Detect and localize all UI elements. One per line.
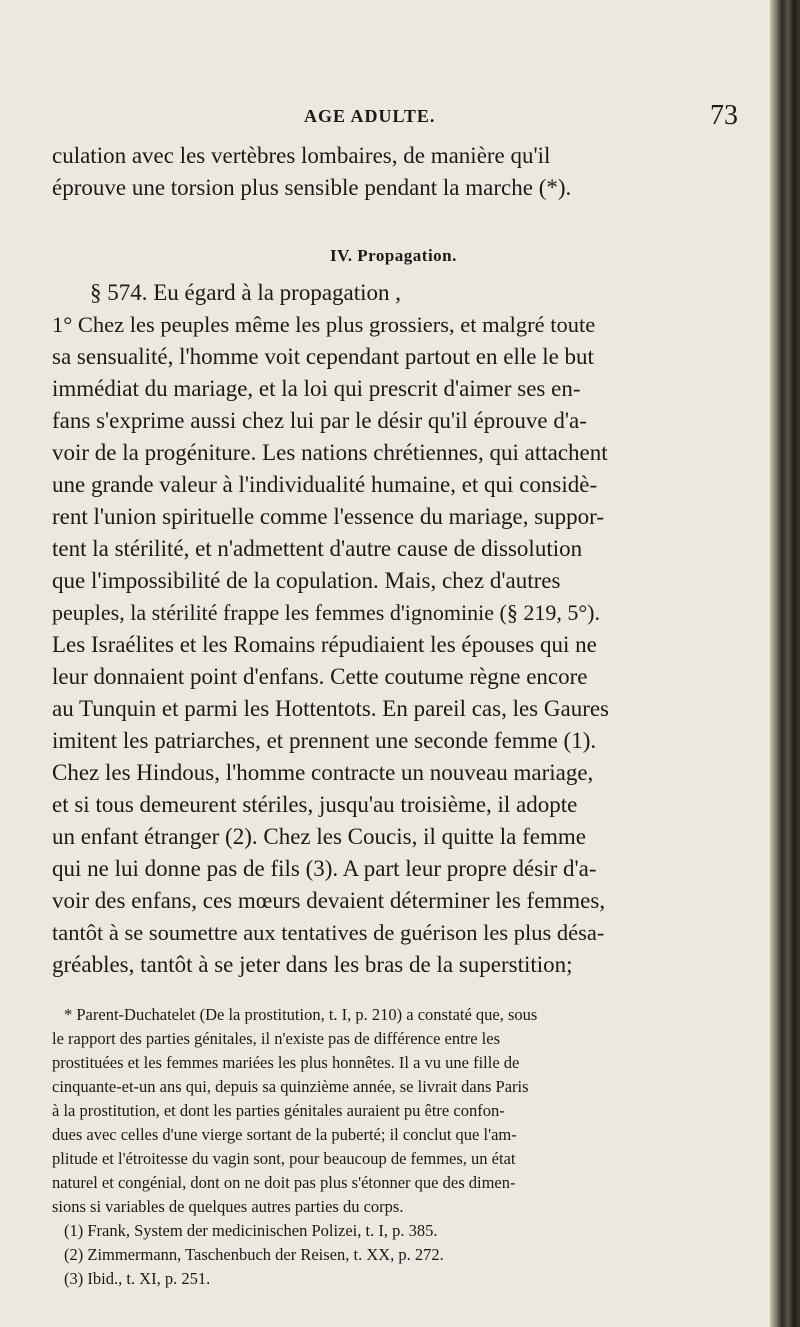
- body-line: Chez les Hindous, l'homme contracte un nouveau mariage,: [52, 760, 594, 785]
- body-line: culation avec les vertèbres lombaires, de manière qu'il: [52, 143, 551, 168]
- paragraph-number-line: § 574. Eu égard à la propagation ,: [90, 280, 402, 305]
- body-line: et si tous demeurent stériles, jusqu'au troisième, il adopte: [52, 792, 578, 817]
- body-line: voir des enfans, ces mœurs devaient déterminer les femmes,: [52, 888, 606, 913]
- footnote-line: naturel et congénial, dont on ne doit pas plus s'étonner que des dimen-: [52, 1173, 516, 1192]
- body-line: au Tunquin et parmi les Hottentots. En pareil cas, les Gaures: [52, 696, 610, 721]
- body-line: que l'impossibilité de la copulation. Mais, chez d'autres: [52, 568, 561, 593]
- footnote-line: prostituées et les femmes mariées les plus honnêtes. Il a vu une fille de: [52, 1053, 520, 1072]
- footnote-reference: (3) Ibid., t. XI, p. 251.: [64, 1269, 211, 1288]
- footnote-line: dues avec celles d'une vierge sortant de la puberté; il conclut que l'am-: [52, 1125, 517, 1144]
- page-number: 73: [710, 100, 738, 131]
- footnote-reference: (2) Zimmermann, Taschenbuch der Reisen, t. XX, p. 272.: [64, 1245, 444, 1264]
- footnote-reference: (1) Frank, System der medicinischen Polizei, t. I, p. 385.: [64, 1221, 438, 1240]
- running-head-title: AGE ADULTE.: [304, 106, 436, 126]
- body-line: un enfant étranger (2). Chez les Coucis, il quitte la femme: [52, 824, 586, 849]
- footnote-line: sions si variables de quelques autres parties du corps.: [52, 1197, 404, 1216]
- body-line: 1° Chez les peuples même les plus grossiers, et malgré toute: [52, 312, 596, 337]
- body-line: tent la stérilité, et n'admettent d'autre cause de dissolution: [52, 536, 583, 561]
- footnote-line: plitude et l'étroitesse du vagin sont, pour beaucoup de femmes, un état: [52, 1149, 516, 1168]
- body-line: sa sensualité, l'homme voit cependant partout en elle le but: [52, 344, 594, 369]
- body-line: qui ne lui donne pas de fils (3). A part leur propre désir d'a-: [52, 856, 597, 881]
- body-line: une grande valeur à l'individualité humaine, et qui considè-: [52, 472, 598, 497]
- book-spine-edge: [770, 0, 800, 1327]
- running-head: [120, 100, 770, 140]
- footnote-line: * Parent-Duchatelet (De la prostitution, t. I, p. 210) a constaté que, sous: [64, 1005, 538, 1024]
- body-line: voir de la progéniture. Les nations chrétiennes, qui attachent: [52, 440, 608, 465]
- body-line: immédiat du mariage, et la loi qui prescrit d'aimer ses en-: [52, 376, 581, 401]
- body-line: rent l'union spirituelle comme l'essence du mariage, suppor-: [52, 504, 604, 529]
- footnote-line: cinquante-et-un ans qui, depuis sa quinzième année, se livrait dans Paris: [52, 1077, 529, 1096]
- footnote-line: le rapport des parties génitales, il n'existe pas de différence entre les: [52, 1029, 500, 1048]
- body-line: fans s'exprime aussi chez lui par le désir qu'il éprouve d'a-: [52, 408, 587, 433]
- body-line: imitent les patriarches, et prennent une seconde femme (1).: [52, 728, 597, 753]
- body-line: Les Israélites et les Romains répudiaient les épouses qui ne: [52, 632, 597, 657]
- body-line: tantôt à se soumettre aux tentatives de guérison les plus désa-: [52, 920, 605, 945]
- body-line: éprouve une torsion plus sensible pendant la marche (*).: [52, 175, 572, 200]
- section-heading: IV. Propagation.: [330, 246, 457, 265]
- body-line: leur donnaient point d'enfans. Cette coutume règne encore: [52, 664, 588, 689]
- body-line: peuples, la stérilité frappe les femmes d'ignominie (§ 219, 5°).: [52, 600, 600, 625]
- footnote-line: à la prostitution, et dont les parties génitales auraient pu être confon-: [52, 1101, 505, 1120]
- body-line: gréables, tantôt à se jeter dans les bras de la superstition;: [52, 952, 573, 977]
